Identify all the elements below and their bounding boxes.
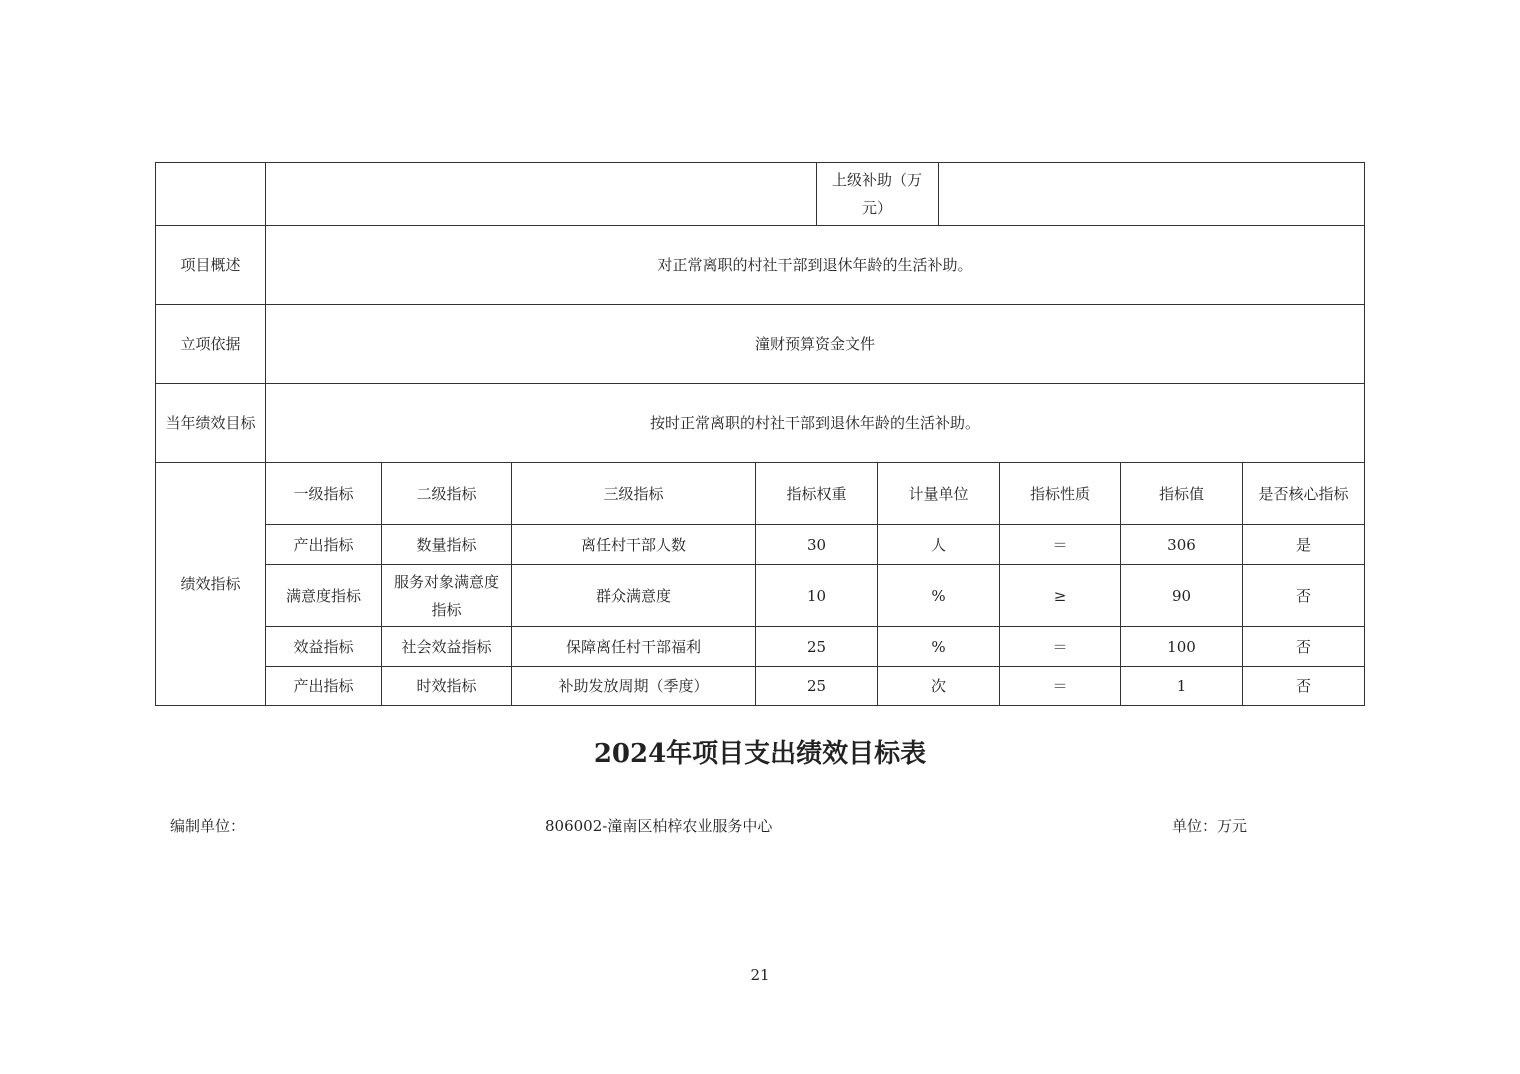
subsidy-label: 上级补助（万元） (831, 171, 922, 217)
table-cell: 否 (1295, 586, 1311, 605)
goal-label: 当年绩效目标 (165, 414, 256, 432)
table-cell: 10 (806, 586, 827, 605)
table-cell: 离任村干部人数 (580, 535, 686, 554)
table-cell: 25 (806, 677, 827, 695)
overview-text: 对正常离职的村社干部到退休年龄的生活补助。 (657, 256, 973, 274)
table-cell: 时效指标 (416, 677, 477, 695)
header-cell: 二级指标 (416, 484, 477, 503)
table-cell: 保障离任村干部福利 (565, 637, 701, 656)
organization-name: 806002-潼南区柏梓农业服务中心 (545, 817, 773, 835)
table-cell: 群众满意度 (595, 586, 671, 605)
table-cell: % (931, 637, 946, 656)
basis-label: 立项依据 (180, 335, 241, 353)
table-cell: 满意度指标 (285, 586, 361, 605)
table-cell: 否 (1295, 677, 1311, 695)
table-cell: 100 (1167, 637, 1196, 656)
table-cell: 产出指标 (293, 677, 354, 695)
table-cell: 服务对象满意度指标 (393, 572, 499, 619)
table-cell: ＝ (1052, 637, 1068, 656)
table-cell: 次 (930, 677, 946, 695)
header-cell: 计量单位 (908, 484, 969, 503)
table-cell: 否 (1295, 637, 1311, 656)
table-cell: ＝ (1052, 535, 1068, 554)
unit-label: 单位：万元 (1172, 817, 1248, 835)
table-cell: 产出指标 (293, 535, 354, 554)
prepared-by-label: 编制单位： (170, 817, 246, 835)
indicators-label: 绩效指标 (180, 575, 241, 593)
table-cell: % (931, 586, 946, 605)
header-cell: 三级指标 (603, 484, 664, 503)
header-cell: 是否核心指标 (1258, 484, 1349, 503)
goal-text: 按时正常离职的村社干部到退休年龄的生活补助。 (649, 414, 980, 432)
header-cell: 指标性质 (1029, 484, 1090, 503)
table-cell: ≥ (1053, 586, 1067, 605)
table-cell: ＝ (1052, 677, 1068, 695)
page-title: 2024年项目支出绩效目标表 (593, 739, 927, 769)
table-cell: 306 (1167, 535, 1196, 554)
table-cell: 效益指标 (293, 637, 354, 656)
table-cell: 补助发放周期（季度） (558, 677, 709, 695)
header-cell: 指标权重 (786, 484, 847, 503)
table-cell: 25 (806, 637, 827, 656)
table-cell: 社会效益指标 (401, 637, 492, 656)
table-cell: 数量指标 (416, 535, 477, 554)
table-cell: 30 (806, 535, 827, 554)
table-cell: 1 (1176, 677, 1187, 695)
table-cell: 90 (1171, 586, 1192, 605)
header-cell: 指标值 (1158, 484, 1204, 503)
table-cell: 是 (1295, 535, 1311, 554)
page-number: 21 (750, 966, 770, 984)
header-cell: 一级指标 (293, 484, 354, 503)
overview-label: 项目概述 (180, 256, 241, 274)
table-cell: 人 (930, 535, 946, 554)
basis-text: 潼财预算资金文件 (754, 335, 875, 353)
